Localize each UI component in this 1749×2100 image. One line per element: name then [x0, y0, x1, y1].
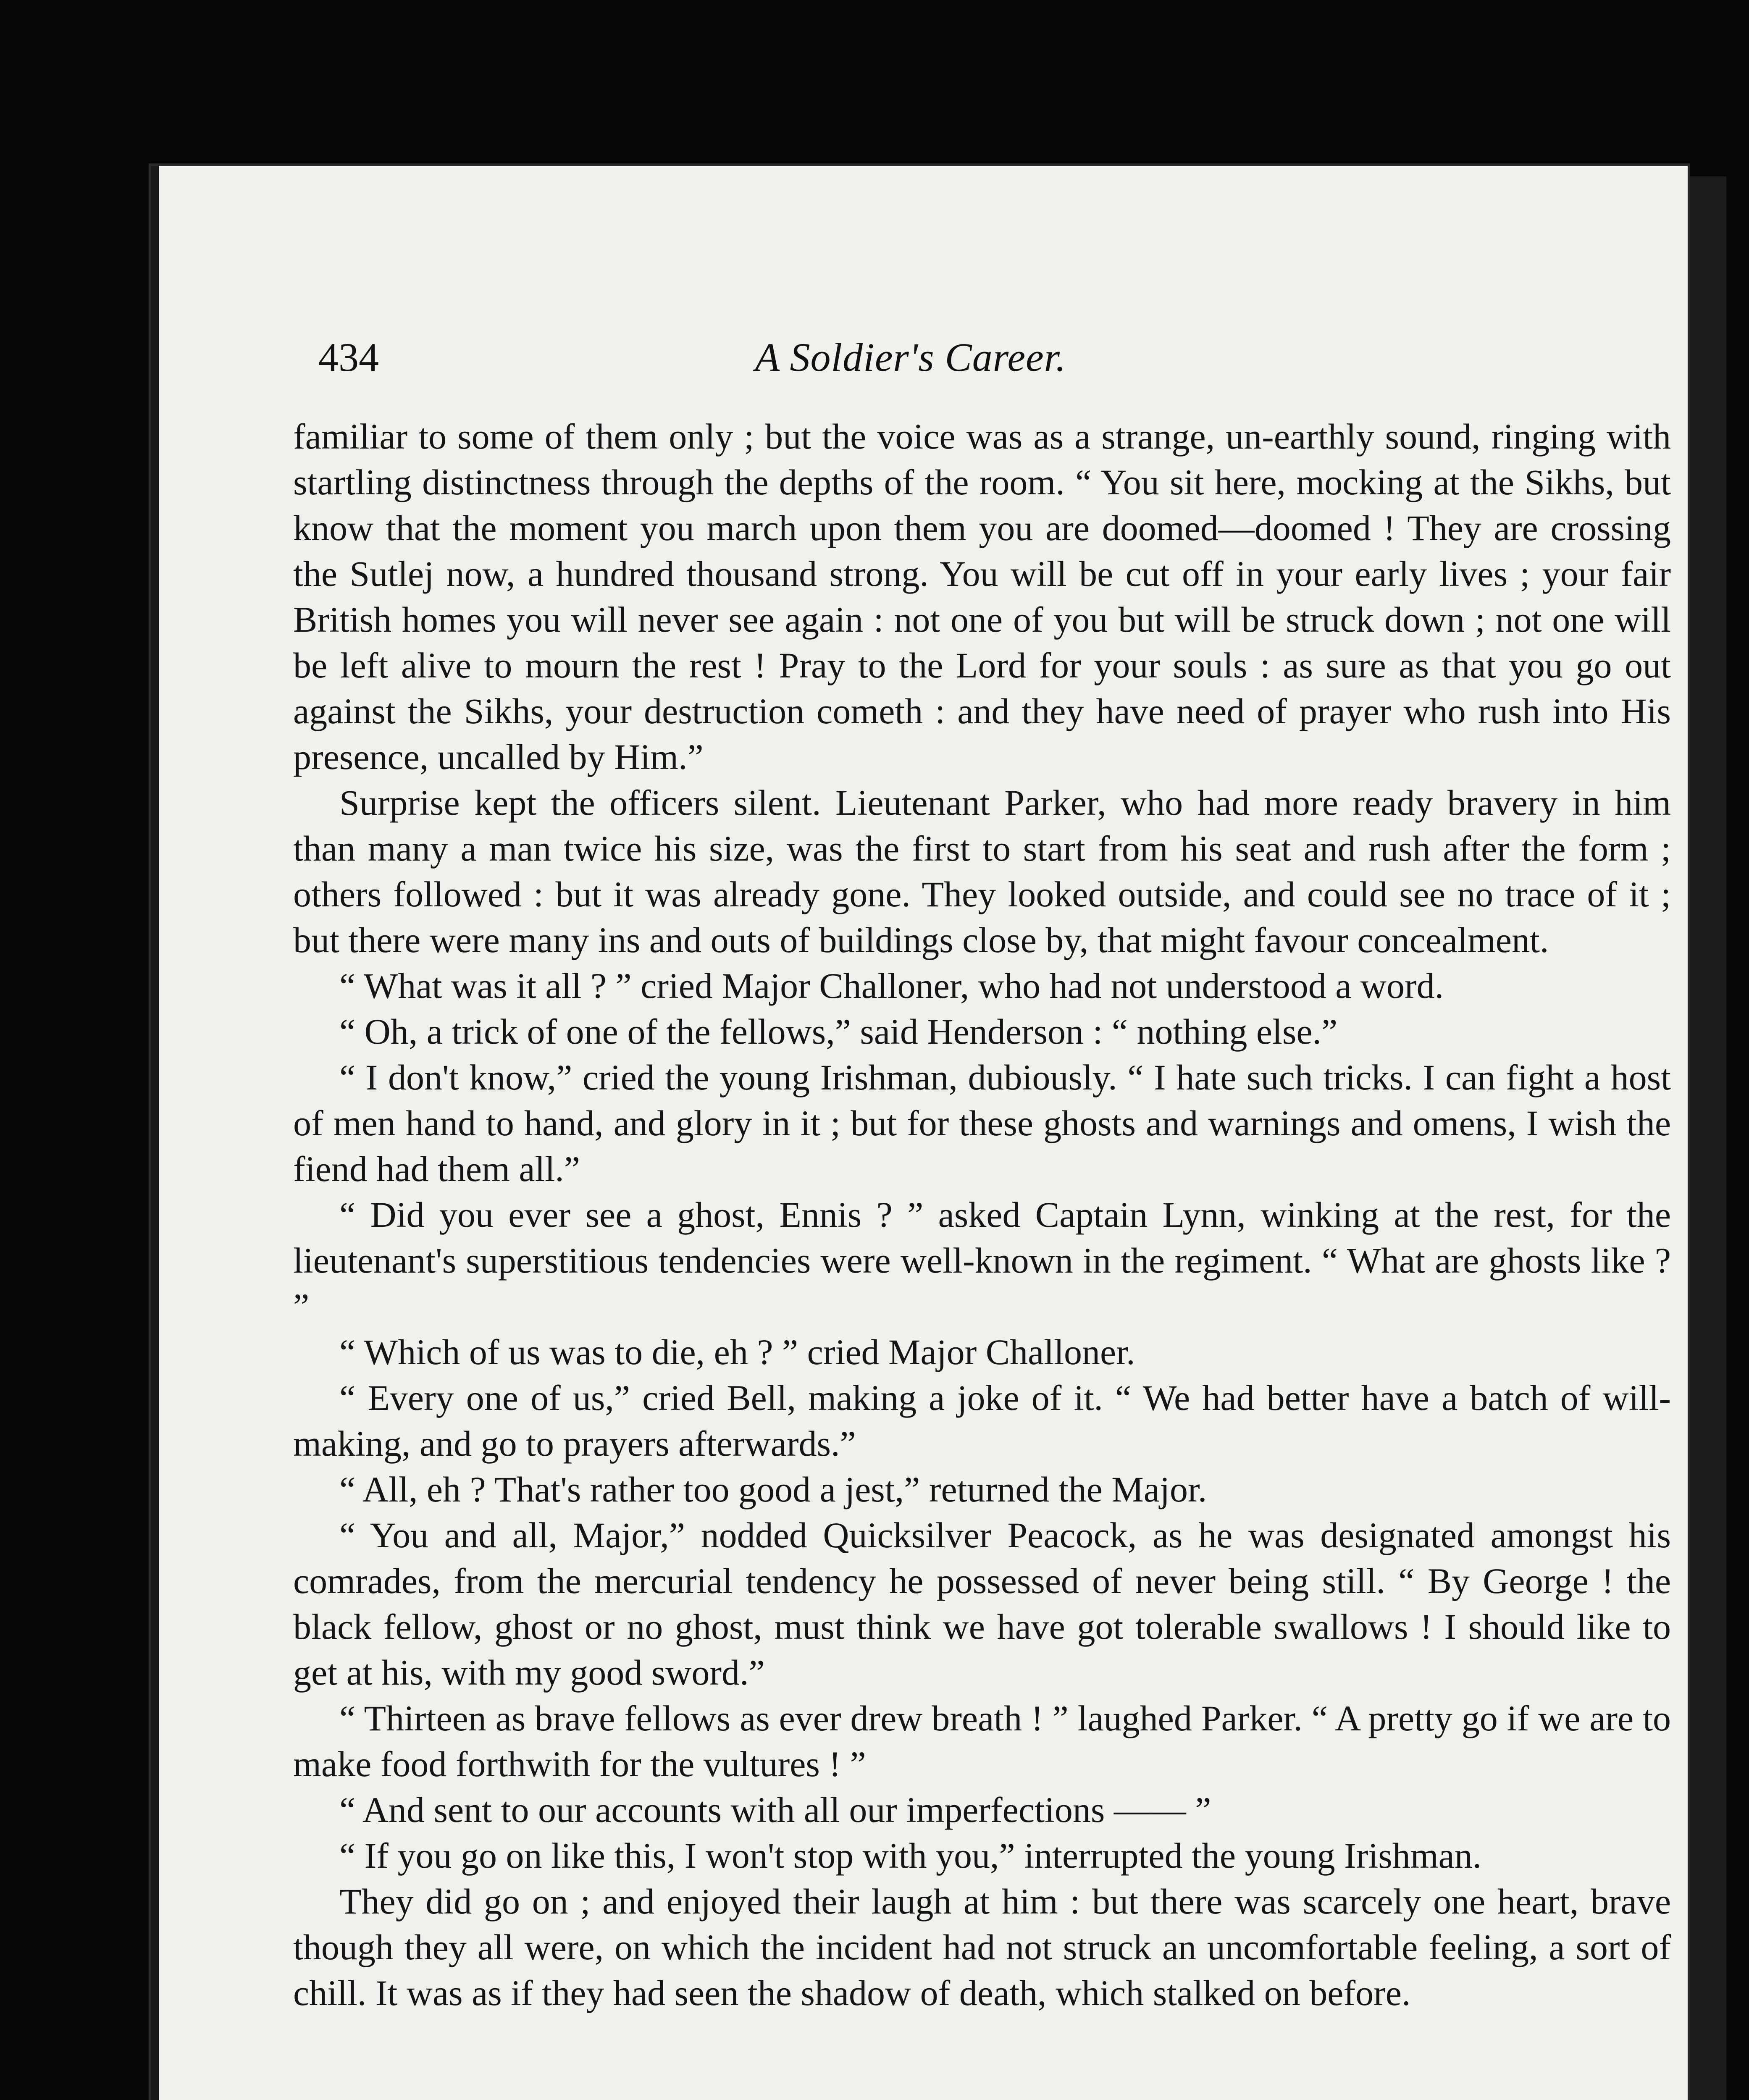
paragraph: “ Which of us was to die, eh ? ” cried Major Challoner. — [339, 1332, 1135, 1372]
page-number: 434 — [318, 335, 379, 380]
paragraph: “ Every one of us,” cried Bell, making a joke of it. “ We had better have a batch of will-making, and go to prayers afterwards.” — [293, 1378, 1671, 1464]
paragraph: “ I don't know,” cried the young Irishman, dubiously. “ I hate such tricks. I can fight a host of men hand to hand, and glory in it ; but for these ghosts and warnings and omens, I wish the fiend had them all.” — [293, 1057, 1671, 1189]
paragraph: “ Thirteen as brave fellows as ever drew breath ! ” laughed Parker. “ A pretty go if we are to make food forthwith for the vultures ! ” — [293, 1698, 1671, 1784]
paragraph: “ If you go on like this, I won't stop with you,” interrupted the young Irishman. — [339, 1835, 1482, 1876]
paragraph: “ You and all, Major,” nodded Quicksilver Peacock, as he was designated amongst his comrades, from the mercurial tendency he possessed of never being still. “ By George ! the black fellow, ghost or no ghost, must think we have got tolerable swallows ! I should like to get at his, with my good sword.” — [293, 1515, 1671, 1693]
paragraph: “ Oh, a trick of one of the fellows,” said Henderson : “ nothing else.” — [339, 1011, 1338, 1052]
running-head: A Soldier's Career. — [755, 335, 1066, 380]
paragraph: familiar to some of them only ; but the voice was as a strange, un-earthly sound, ringing with startling distinctness through the depths of the room. “ You sit here, mocking at the Sikhs, but know that the moment you march upon them you are doomed—doomed ! They are crossing the Sutlej now, a hundred thousand strong. You will be cut off in your early lives ; your fair British homes you will never see again : not one of you but will be struck down ; not one will be left alive to mourn the rest ! Pray to the Lord for your souls : as sure as that you go out against the Sikhs, your destruction cometh : and they have need of prayer who rush into His presence, uncalled by Him.” — [293, 416, 1671, 777]
paragraph: Surprise kept the officers silent. Lieutenant Parker, who had more ready bravery in him than many a man twice his size, was the first to start from his seat and rush after the form ; others followed : but it was already gone. They looked outside, and could see no trace of it ; but there were many ins and outs of buildings close by, that might favour concealment. — [293, 782, 1671, 960]
book-edge-shadow — [1684, 176, 1726, 2100]
paragraph: “ What was it all ? ” cried Major Challoner, who had not understood a word. — [339, 966, 1444, 1006]
book-page — [151, 166, 1688, 2100]
paragraph: “ And sent to our accounts with all our imperfections —— ” — [339, 1790, 1211, 1830]
page-header — [318, 326, 1503, 393]
body-text — [293, 414, 1671, 2016]
paragraph: “ All, eh ? That's rather too good a jest,” returned the Major. — [339, 1469, 1207, 1509]
paragraph: They did go on ; and enjoyed their laugh at him : but there was scarcely one heart, brave though they all were, on which the incident had not struck an uncomfortable feeling, a sort of chill. It was as if they had seen the shadow of death, which stalked on before. — [293, 1881, 1671, 2013]
paragraph: “ Did you ever see a ghost, Ennis ? ” asked Captain Lynn, winking at the rest, for the lieutenant's superstitious tendencies were well-known in the regiment. “ What are ghosts like ? ” — [293, 1194, 1671, 1326]
